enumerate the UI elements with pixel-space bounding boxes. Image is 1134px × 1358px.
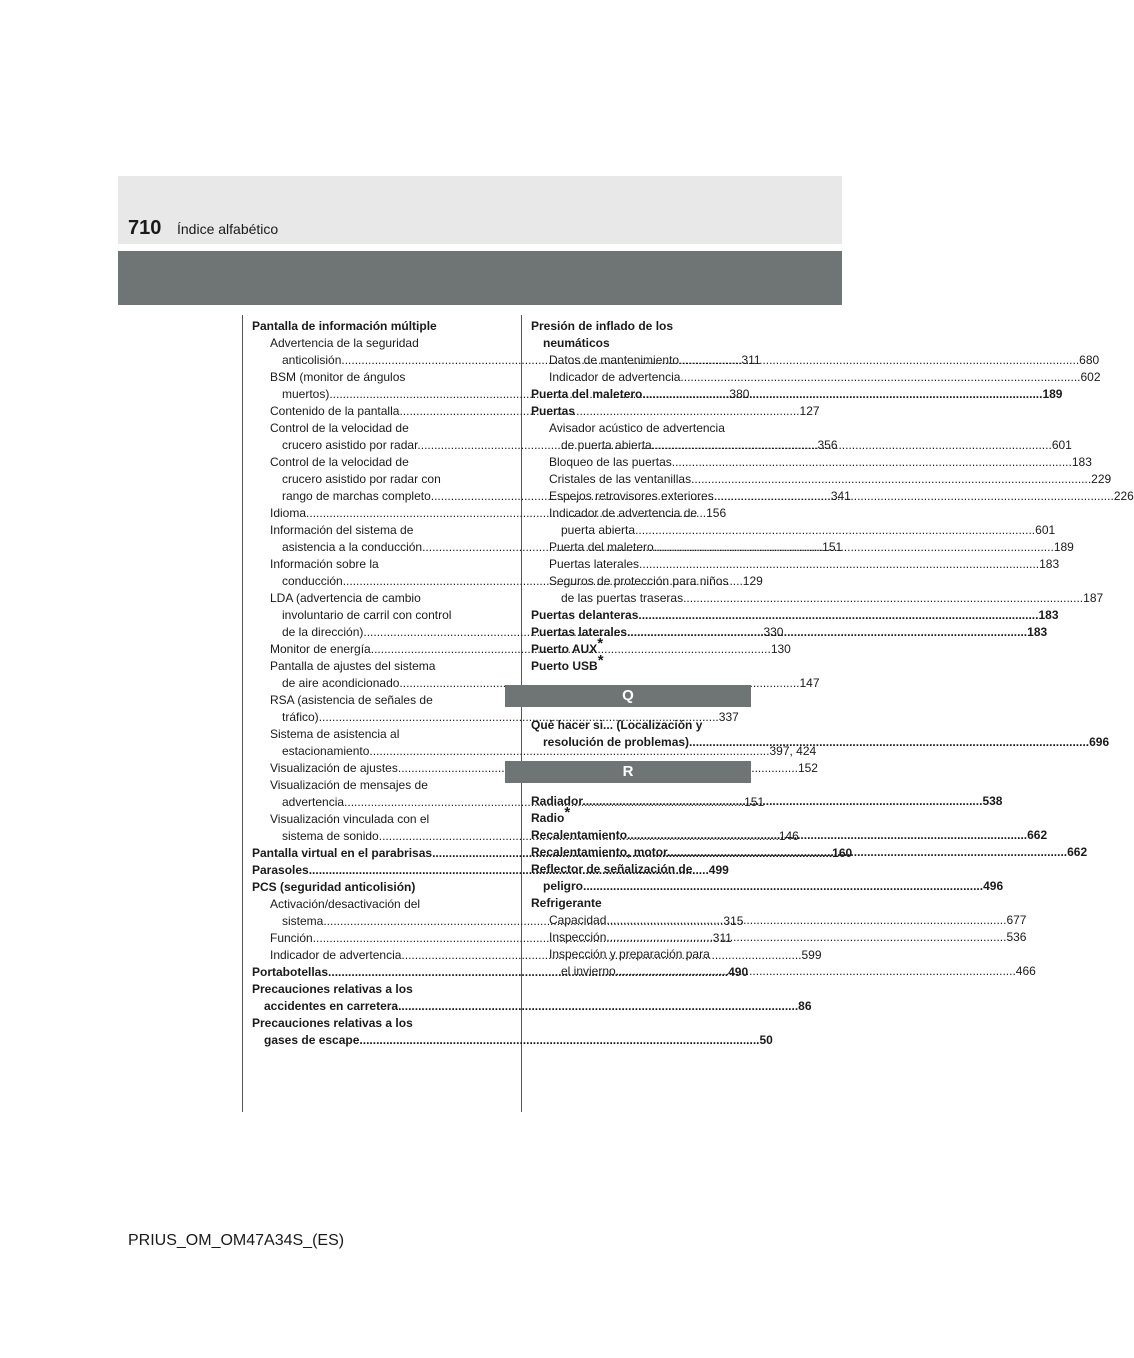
entry-page-row: advertencia ..... 151: [270, 794, 472, 811]
entry-page-row: Espejos retrovisores exteriores ..... 226: [549, 488, 751, 505]
page-reference: 147: [799, 676, 820, 690]
page-reference: 156: [706, 506, 727, 520]
entry-page-row: el invierno ..... 466: [549, 963, 751, 980]
entry-text: Refrigerante: [531, 896, 602, 910]
entry-text: Presión de inflado de los: [531, 319, 674, 333]
entry-page-row: asistencia a la conducción ..... 151: [270, 539, 472, 556]
entry-text: Control de la velocidad de: [270, 421, 409, 435]
page-reference: 466: [1015, 964, 1036, 978]
index-entry: [252, 1015, 773, 1049]
header-divider: [118, 244, 842, 251]
page-reference: 127: [799, 404, 820, 418]
entry-page-row: Contenido de la pantalla ..... 127: [270, 403, 472, 420]
entry-page-row: Capacidad ..... 677: [549, 912, 751, 929]
entry-page-row: rango de marchas completo ..... 341: [270, 488, 472, 505]
page-reference: 337: [718, 710, 739, 724]
index-entry: [531, 403, 751, 420]
index-subentry: [531, 369, 1101, 386]
entry-page-row: Función ..... 311: [270, 930, 472, 947]
page-reference: 151: [744, 795, 765, 809]
entry-page-row: estacionamiento ..... 397, 424: [270, 743, 472, 760]
entry-text: Reflector de señalización de: [531, 862, 693, 876]
page-reference: 315: [723, 914, 744, 928]
column-rule-left: [242, 315, 243, 1112]
entry-text: Puerto AUX*: [531, 635, 604, 656]
entry-text: Visualización vinculada con el: [270, 812, 430, 826]
leader-dots: [680, 370, 1080, 384]
entry-text: Control de la velocidad de: [270, 455, 409, 469]
page-reference: 50: [759, 1033, 773, 1047]
entry-page-row: Visualización de ajustes ..... 152: [270, 760, 472, 777]
entry-page-row: gases de escape ..... 50: [252, 1032, 472, 1049]
page-reference: 183: [1071, 455, 1092, 469]
leader-dots: [642, 387, 1042, 401]
entry-page-row: de puerta abierta ..... 601: [549, 437, 751, 454]
entry-page-row: sistema ..... 315: [270, 913, 472, 930]
entry-page-row: muertos) ..... 380: [270, 386, 472, 403]
entry-page-row: Puertas delanteras ..... 183: [531, 607, 751, 624]
page-reference: 499: [708, 863, 729, 877]
index-entry: [531, 861, 1004, 895]
entry-text: Precauciones relativas a los: [252, 1016, 413, 1030]
index-entry: [531, 386, 1063, 403]
page-reference: 356: [817, 438, 838, 452]
index-subentry: [531, 471, 1112, 488]
entry-text: LDA (advertencia de cambio: [270, 591, 421, 605]
leader-dots: [679, 353, 1079, 367]
entry-page-row: Datos de mantenimiento ..... 680: [549, 352, 751, 369]
index-entry: [531, 318, 751, 352]
leader-dots: [652, 438, 1052, 452]
entry-page-row: Indicador de advertencia ..... 599: [270, 947, 472, 964]
entry-text: Radio*: [531, 804, 571, 825]
page-reference: 189: [1042, 387, 1063, 401]
page-reference: 226: [1113, 489, 1134, 503]
page-reference: 311: [741, 353, 761, 367]
index-entry: [252, 318, 472, 335]
entry-page-row: peligro ..... 496: [531, 878, 751, 895]
page-reference: 86: [798, 999, 812, 1013]
entry-page-row: Pantalla virtual en el parabrisas ..... 160: [252, 845, 472, 862]
page-reference: 496: [983, 879, 1004, 893]
leader-dots: [691, 472, 1091, 486]
leader-dots: [689, 735, 1089, 749]
index-entry: [531, 895, 751, 912]
index-subentry: [252, 930, 732, 947]
leader-dots: [672, 455, 1072, 469]
entry-text: Precauciones relativas a los: [252, 982, 413, 996]
entry-text: Pantalla de información múltiple: [252, 319, 437, 333]
leader-dots: [639, 557, 1039, 571]
entry-page-row: resolución de problemas) ..... 696: [531, 734, 751, 751]
index-subentry: [252, 777, 765, 811]
leader-dots: [582, 794, 982, 808]
page-reference: 538: [982, 794, 1003, 808]
leader-dots: [616, 964, 1016, 978]
entry-text: involuntario de carril con control: [282, 608, 452, 622]
index-subentry: [252, 726, 817, 760]
page-reference: 330: [763, 625, 784, 639]
index-subentry: [531, 556, 1060, 573]
entry-text: Avisador acústico de advertencia: [549, 421, 725, 435]
asterisk-icon: *: [597, 652, 604, 669]
entry-page-row: Inspección ..... 536: [549, 929, 751, 946]
page-reference: 183: [1027, 625, 1048, 639]
page-reference: 696: [1089, 735, 1110, 749]
entry-page-row: Puerta del maletero ..... 189: [549, 539, 751, 556]
index-subentry: [531, 505, 1056, 539]
entry-page-row: tráfico) ..... 337: [270, 709, 472, 726]
entry-text: RSA (asistencia de señales de: [270, 693, 433, 707]
index-entry: [252, 981, 812, 1015]
entry-page-row: de las puertas traseras ..... 187: [549, 590, 751, 607]
index-subentry: [252, 369, 750, 403]
entry-text: BSM (monitor de ángulos: [270, 370, 406, 384]
index-entry: [531, 652, 751, 675]
page-reference: 189: [1053, 540, 1074, 554]
page-reference: 490: [728, 965, 749, 979]
page-reference: 183: [1038, 608, 1059, 622]
entry-text: Qué hacer si... (Localización y: [531, 718, 703, 732]
entry-page-row: puerta abierta ..... 601: [549, 522, 751, 539]
entry-page-row: crucero asistido por radar ..... 356: [270, 437, 472, 454]
leader-dots: [638, 608, 1038, 622]
page-number: 710: [128, 217, 162, 239]
entry-page-row: Monitor de energía ..... 130: [270, 641, 472, 658]
entry-page-row: Cristales de las ventanillas ..... 229: [549, 471, 751, 488]
entry-text: Sistema de asistencia al: [270, 727, 400, 741]
section-band: [118, 251, 842, 305]
page-reference: 152: [797, 761, 818, 775]
page-reference: 380: [729, 387, 750, 401]
index-entry: [531, 607, 1059, 624]
entry-page-row: de aire acondicionado ..... 147: [270, 675, 472, 692]
page-reference: 151: [822, 540, 843, 554]
page-reference: 680: [1079, 353, 1100, 367]
entry-page-row: conducción ..... 129: [270, 573, 472, 590]
page-reference: 341: [830, 489, 851, 503]
entry-text: Inspección y preparación para: [549, 947, 710, 961]
page-reference: 130: [770, 642, 791, 656]
leader-dots: [359, 1033, 759, 1047]
leader-dots: [654, 540, 1054, 554]
entry-page-row: Recalentamiento ..... 662: [531, 827, 751, 844]
entry-text: Puertas: [531, 404, 576, 418]
entry-page-row: Indicador de advertencia ..... 602: [549, 369, 751, 386]
index-subentry: [531, 454, 1092, 471]
entry-page-row: Portabotellas ..... 490: [252, 964, 472, 981]
entry-page-row: de la dirección) ..... 330: [270, 624, 472, 641]
asterisk-icon: *: [564, 804, 571, 821]
entry-text: PCS (seguridad anticolisión): [252, 880, 416, 894]
section-letter-q: Q: [505, 685, 751, 707]
entry-text: Seguros de protección para niños: [549, 574, 729, 588]
entry-page-row: Recalentamiento, motor ..... 662: [531, 844, 751, 861]
leader-dots: [606, 930, 1006, 944]
page-reference: 536: [1006, 930, 1027, 944]
index-subentry: [252, 590, 784, 641]
entry-page-row: anticolisión ..... 311: [270, 352, 472, 369]
page-reference: 599: [801, 948, 822, 962]
entry-text: Puerto USB*: [531, 652, 604, 673]
page-reference: 602: [1080, 370, 1101, 384]
entry-page-row: Radiador ..... 538: [531, 793, 751, 810]
entry-text: Información del sistema de: [270, 523, 414, 537]
entry-text: Indicador de advertencia de: [549, 506, 698, 520]
entry-text: crucero asistido por radar con: [282, 472, 441, 486]
index-entry: [531, 635, 751, 658]
entry-text: Visualización de mensajes de: [270, 778, 428, 792]
index-subentry: [531, 352, 1100, 369]
page-reference: 677: [1006, 913, 1027, 927]
page-reference: 160: [832, 846, 853, 860]
leader-dots: [683, 591, 1083, 605]
leader-dots: [627, 828, 1027, 842]
index-subentry: [252, 760, 818, 777]
page-reference: 601: [1035, 523, 1056, 537]
leader-dots: [667, 845, 1067, 859]
entry-text: Pantalla de ajustes del sistema: [270, 659, 436, 673]
leader-dots: [627, 625, 1027, 639]
entry-page-row: Bloqueo de las puertas ..... 183: [549, 454, 751, 471]
leader-dots: [606, 913, 1006, 927]
entry-text: Activación/desactivación del: [270, 897, 421, 911]
entry-text: Advertencia de la seguridad: [270, 336, 419, 350]
page-reference: 183: [1039, 557, 1060, 571]
index-entry: [252, 964, 749, 981]
page-reference: 601: [1051, 438, 1072, 452]
leader-dots: [583, 879, 983, 893]
section-letter-r: R: [505, 761, 751, 783]
page-reference: 662: [1027, 828, 1048, 842]
page-reference: 662: [1067, 845, 1088, 859]
page-title: Índice alfabético: [177, 221, 279, 237]
document-code: PRIUS_OM_OM47A34S_(ES): [128, 1232, 345, 1249]
page-reference: 397, 424: [769, 744, 817, 758]
entry-page-row: Puertas laterales ..... 183: [549, 556, 751, 573]
entry-page-row: sistema de sonido ..... 146: [270, 828, 472, 845]
leader-dots: [635, 523, 1035, 537]
index-entry: [252, 879, 472, 896]
page-reference: 146: [778, 829, 799, 843]
page-reference: 129: [742, 574, 763, 588]
index-entry: [531, 804, 751, 827]
page-reference: 187: [1083, 591, 1104, 605]
page-reference: 311: [712, 931, 732, 945]
entry-page-row: Parasoles ..... 499: [252, 862, 472, 879]
entry-page-row: Idioma ..... 156: [270, 505, 472, 522]
entry-page-row: Puerta del maletero ..... 189: [531, 386, 751, 403]
index-subentry: [531, 912, 1027, 929]
page-reference: 229: [1091, 472, 1112, 486]
asterisk-icon: *: [597, 635, 604, 652]
entry-page-row: Puertas laterales ..... 183: [531, 624, 751, 641]
entry-page-row: accidentes en carretera ..... 86: [252, 998, 472, 1015]
index-subentry: [531, 929, 1027, 946]
entry-text: Información sobre la: [270, 557, 379, 571]
leader-dots: [714, 489, 1114, 503]
leader-dots: [398, 999, 798, 1013]
entry-text: neumáticos: [543, 336, 610, 350]
